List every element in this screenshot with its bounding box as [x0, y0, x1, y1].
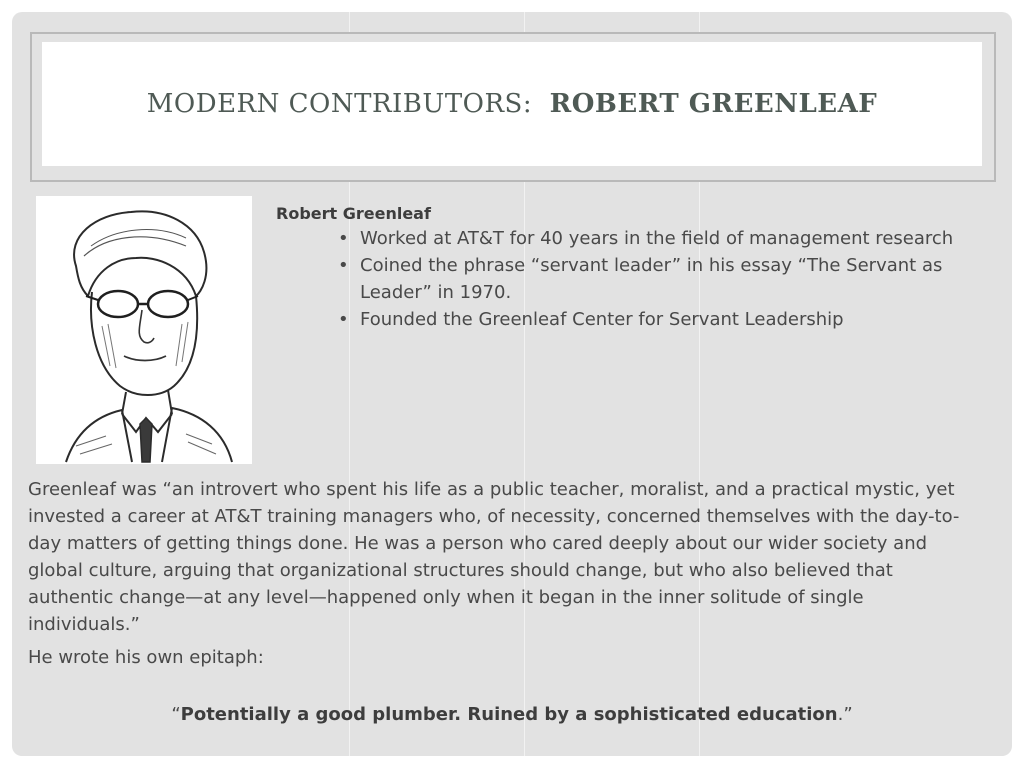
- epitaph-quote: [12, 704, 1012, 725]
- quote-open-mark: “: [171, 704, 181, 725]
- list-item-text: Founded the Greenleaf Center for Servant Leadership: [360, 309, 844, 330]
- title-frame: [30, 32, 996, 182]
- list-item-text: Worked at AT&T for 40 years in the field of management research: [360, 228, 954, 249]
- portrait-sketch-icon: [36, 196, 252, 464]
- quote-close-mark: .”: [837, 704, 853, 725]
- title-prefix: MODERN CONTRIBUTORS:: [146, 89, 533, 119]
- list-item: [338, 252, 1000, 306]
- epitaph-text: Potentially a good plumber. Ruined by a sophisticated education: [180, 704, 838, 725]
- slide-title: [147, 89, 877, 119]
- greenleaf-quote-paragraph: Greenleaf was “an introvert who spent his life as a public teacher, moralist, and a practical mystic, yet invested a career at AT&T training managers who, of necessity, concerned themselves with the day-to-day matters of getting things done. He was a person who cared deeply about our wider society and global culture, arguing that organizational structures should change, but who also believed that authentic change—at any level—happened only when it began in the inner solitude of single individuals.”: [28, 479, 960, 635]
- bullet: •: [338, 309, 349, 330]
- epitaph-intro: He wrote his own epitaph:: [28, 647, 264, 668]
- bullet: •: [338, 255, 349, 276]
- body-text: [28, 476, 968, 671]
- list-item: [338, 225, 1000, 252]
- bio-name: Robert Greenleaf: [276, 204, 431, 223]
- portrait-image: [36, 196, 252, 464]
- slide: [12, 12, 1012, 756]
- title-name: ROBERT GREENLEAF: [549, 89, 878, 119]
- bullet: •: [338, 228, 349, 249]
- title-box: [42, 42, 982, 166]
- bio-section: [276, 204, 996, 333]
- list-item-text: Coined the phrase “servant leader” in his essay “The Servant as Leader” in 1970.: [360, 255, 943, 303]
- list-item: [338, 306, 1000, 333]
- bio-list: [276, 225, 996, 333]
